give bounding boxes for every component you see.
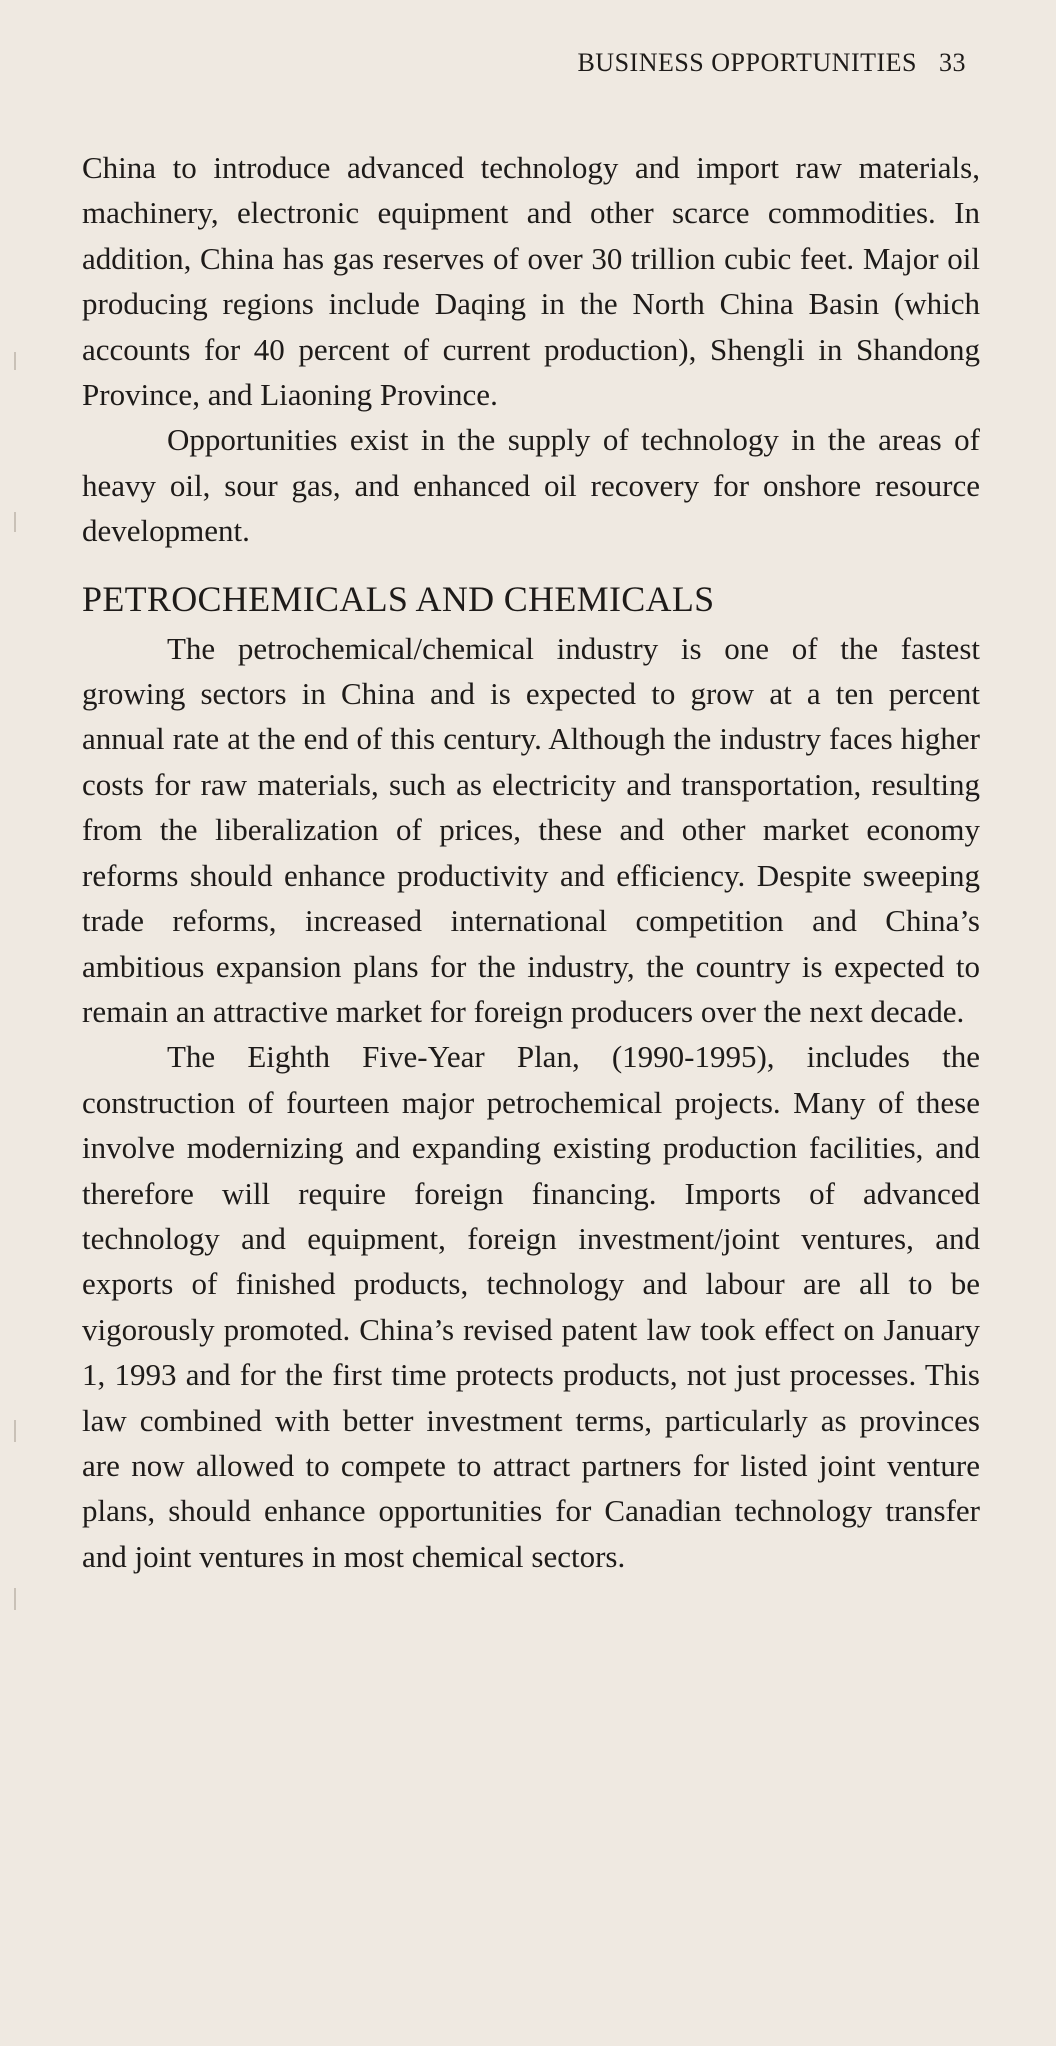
- body-text: [82, 145, 980, 1579]
- paragraph-3: The petrochemical/chemical industry is one of the fastest growing sectors in China and is expected to grow at a ten percent annual rate at the end of this century. Although the industry faces higher costs for raw materials, such as electricity and transportation, resulting from the liberalization of prices, these and other market economy reforms should enhance productivity and efficiency. Despite sweeping trade reforms, increased international competition and China’s ambitious expansion plans for the industry, the country is expected to remain an attractive market for foreign producers over the next decade.: [82, 630, 980, 1029]
- paragraph-2: Opportunities exist in the supply of technology in the areas of heavy oil, sour gas, and enhanced oil recovery for onshore resource development.: [82, 422, 980, 549]
- running-title: BUSINESS OPPORTUNITIES: [577, 48, 917, 77]
- margin-mark: [14, 512, 16, 532]
- margin-mark: [14, 352, 16, 370]
- margin-mark: [14, 1420, 16, 1442]
- page-number: 33: [939, 48, 966, 77]
- section-heading: PETROCHEMICALS AND CHEMICALS: [82, 578, 715, 619]
- paragraph-4: The Eighth Five-Year Plan, (1990-1995), includes the construction of fourteen major petrochemical projects. Many of these involve modernizing and expanding existing production facilities, and therefore will require foreign financing. Imports of advanced technology and equipment, foreign investment/joint ventures, and exports of finished products, technology and labour are all to be vigorously promoted. China’s revised patent law took effect on January 1, 1993 and for the first time protects products, not just processes. This law combined with better investment terms, particularly as provinces are now allowed to compete to attract partners for listed joint venture plans, should enhance opportunities for Canadian technology transfer and joint ventures in most chemical sectors.: [82, 1039, 980, 1574]
- running-head: [577, 48, 966, 78]
- margin-mark: [14, 1588, 16, 1610]
- paragraph-1: China to introduce advanced technology and import raw materials, machinery, electronic equipment and other scarce commodities. In addition, China has gas reserves of over 30 trillion cubic feet. Major oil producing regions include Daqing in the North China Basin (which accounts for 40 percent of current production), Shengli in Shandong Province, and Liaoning Province.: [82, 150, 980, 413]
